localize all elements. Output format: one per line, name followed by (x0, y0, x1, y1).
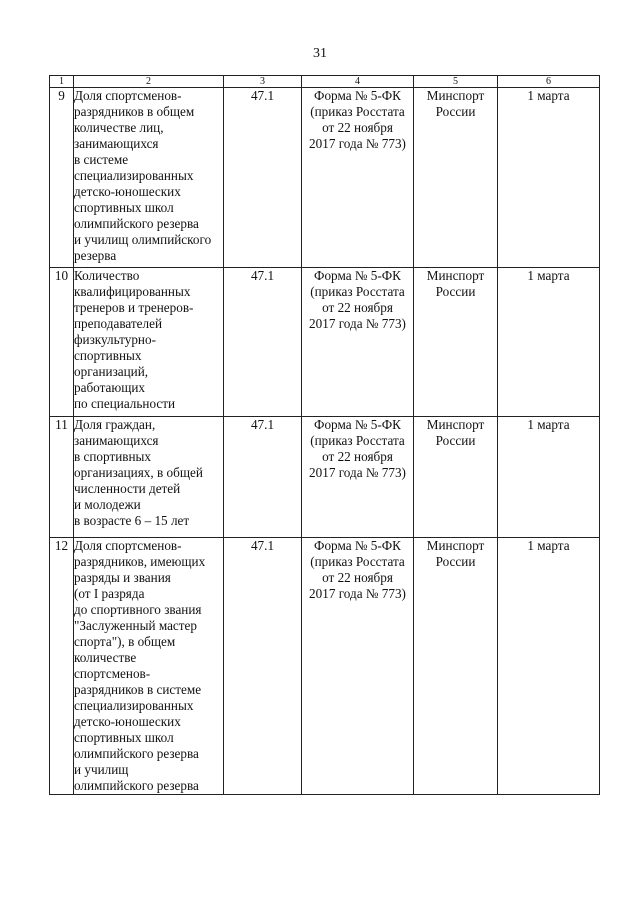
agency-line: Минспорт (426, 417, 485, 432)
column-header: 2 (74, 76, 224, 88)
deadline-date: 1 марта (527, 417, 570, 432)
agency-cell (414, 88, 498, 268)
table-row (50, 417, 600, 538)
indicator-name-line: до спортивного звания (74, 602, 202, 617)
code-cell (224, 268, 302, 417)
indicator-name-line: Доля граждан, (74, 417, 156, 432)
indicator-name-line: преподавателей (74, 316, 163, 331)
table-row (50, 268, 600, 417)
column-header: 4 (302, 76, 414, 88)
form-line: (приказ Росстата (310, 554, 405, 569)
agency-line: Минспорт (426, 538, 485, 553)
code-value: 47.1 (250, 88, 275, 103)
indicator-name-line: численности детей (74, 481, 181, 496)
form-line: Форма № 5-ФК (314, 88, 401, 103)
indicator-name-line: в системе (74, 152, 129, 167)
column-header: 3 (224, 76, 302, 88)
column-header: 5 (414, 76, 498, 88)
table-row (50, 88, 600, 268)
table-row (50, 538, 600, 795)
indicator-name-line: Доля спортсменов- (74, 88, 182, 103)
form-line: 2017 года № 773) (309, 136, 406, 151)
indicator-name-line: разрядников, имеющих (74, 554, 206, 569)
code-value: 47.1 (250, 417, 275, 432)
form-cell (302, 268, 414, 417)
indicator-name-cell (74, 417, 224, 538)
indicator-name-line: в возрасте 6 – 15 лет (74, 513, 190, 528)
indicators-table (49, 75, 600, 795)
indicator-name-line: занимающихся (74, 136, 159, 151)
agency-cell (414, 268, 498, 417)
indicator-name-line: специализированных (74, 168, 194, 183)
indicator-name-line: количестве (74, 650, 137, 665)
row-number: 12 (54, 538, 69, 553)
indicator-name-line: разряды и звания (74, 570, 171, 585)
indicator-name-line: Доля спортсменов- (74, 538, 182, 553)
form-line: Форма № 5-ФК (314, 538, 401, 553)
indicator-name-line: спортивных (74, 348, 142, 363)
indicator-name-line: по специальности (74, 396, 176, 411)
form-line: от 22 ноября (322, 570, 393, 585)
indicator-name-line: разрядников в системе (74, 682, 202, 697)
row-number-cell (50, 538, 74, 795)
indicator-name-line: в спортивных (74, 449, 152, 464)
agency-line: России (435, 104, 476, 119)
indicator-name-line: "Заслуженный мастер (74, 618, 197, 633)
indicator-name-line: организациях, в общей (74, 465, 203, 480)
column-header: 1 (50, 76, 74, 88)
indicator-name-line: физкультурно- (74, 332, 156, 347)
form-cell (302, 88, 414, 268)
indicator-name-line: и училищ (74, 762, 129, 777)
indicator-name-line: спортивных школ (74, 200, 174, 215)
form-line: Форма № 5-ФК (314, 417, 401, 432)
agency-cell (414, 538, 498, 795)
indicator-name-cell (74, 268, 224, 417)
indicator-name-line: Количество (74, 268, 140, 283)
code-cell (224, 538, 302, 795)
agency-line: Минспорт (426, 88, 485, 103)
deadline-cell (498, 538, 600, 795)
row-number-cell (50, 417, 74, 538)
indicator-name-cell (74, 88, 224, 268)
indicator-name-line: спортивных школ (74, 730, 174, 745)
indicator-name-line: олимпийского резерва (74, 746, 199, 761)
form-line: 2017 года № 773) (309, 465, 406, 480)
indicator-name-line: и молодежи (74, 497, 141, 512)
code-cell (224, 417, 302, 538)
indicator-name-line: спорта"), в общем (74, 634, 176, 649)
indicator-name-line: квалифицированных (74, 284, 191, 299)
agency-line: России (435, 554, 476, 569)
indicator-name-line: олимпийского резерва (74, 778, 199, 793)
row-number-cell (50, 268, 74, 417)
row-number-cell (50, 88, 74, 268)
deadline-date: 1 марта (527, 538, 570, 553)
indicator-name-line: разрядников в общем (74, 104, 195, 119)
form-line: Форма № 5-ФК (314, 268, 401, 283)
form-line: 2017 года № 773) (309, 316, 406, 331)
code-cell (224, 88, 302, 268)
table-header-row (50, 76, 600, 88)
agency-line: России (435, 284, 476, 299)
form-line: (приказ Росстата (310, 284, 405, 299)
row-number: 9 (58, 88, 65, 103)
indicator-name-line: детско-юношеских (74, 184, 181, 199)
agency-line: Минспорт (426, 268, 485, 283)
indicator-name-line: детско-юношеских (74, 714, 181, 729)
deadline-cell (498, 88, 600, 268)
form-line: от 22 ноября (322, 449, 393, 464)
indicator-name-line: занимающихся (74, 433, 159, 448)
form-line: от 22 ноября (322, 120, 393, 135)
indicator-name-line: тренеров и тренеров- (74, 300, 194, 315)
indicator-name-line: олимпийского резерва (74, 216, 199, 231)
form-line: от 22 ноября (322, 300, 393, 315)
indicator-name-line: организаций, (74, 364, 149, 379)
form-cell (302, 417, 414, 538)
deadline-date: 1 марта (527, 88, 570, 103)
agency-line: России (435, 433, 476, 448)
column-header: 6 (498, 76, 600, 88)
indicator-name-line: резерва (74, 248, 117, 263)
deadline-cell (498, 268, 600, 417)
row-number: 11 (55, 417, 68, 432)
form-line: (приказ Росстата (310, 104, 405, 119)
indicator-name-line: специализированных (74, 698, 194, 713)
page-number: 31 (313, 46, 327, 61)
indicator-name-line: спортсменов- (74, 666, 151, 681)
form-line: (приказ Росстата (310, 433, 405, 448)
indicator-name-line: (от I разряда (74, 586, 145, 601)
code-value: 47.1 (250, 538, 275, 553)
deadline-cell (498, 417, 600, 538)
deadline-date: 1 марта (527, 268, 570, 283)
indicator-name-line: работающих (74, 380, 146, 395)
code-value: 47.1 (250, 268, 275, 283)
indicator-name-cell (74, 538, 224, 795)
form-cell (302, 538, 414, 795)
row-number: 10 (54, 268, 69, 283)
indicator-name-line: количестве лиц, (74, 120, 164, 135)
agency-cell (414, 417, 498, 538)
form-line: 2017 года № 773) (309, 586, 406, 601)
indicator-name-line: и училищ олимпийского (74, 232, 212, 247)
